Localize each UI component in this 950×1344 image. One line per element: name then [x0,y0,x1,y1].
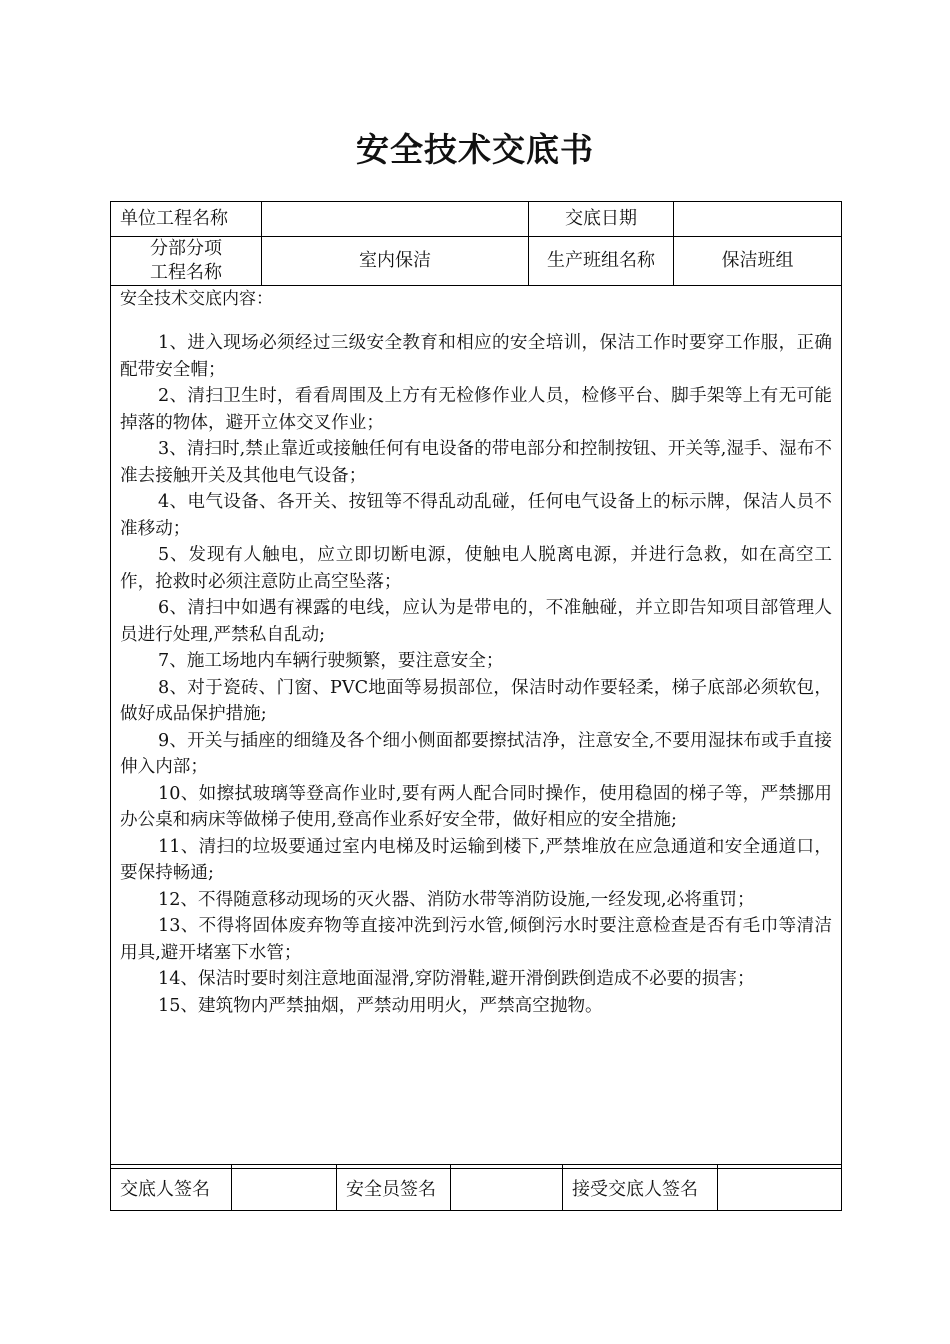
discloser-signature-field[interactable] [232,1165,337,1211]
sub-project-label [111,237,262,286]
content-item-4: 4、电气设备、各开关、按钮等不得乱动乱碰，任何电气设备上的标示牌，保洁人员不准移动； [120,492,832,539]
disclosure-table [110,201,842,1169]
disclosure-date-label: 交底日期 [529,202,674,237]
content-item-1: 1、进入现场必须经过三级安全教育和相应的安全培训，保洁工作时要穿工作服，正确配带安全帽； [120,333,832,380]
content-item-14: 14、保洁时要时刻注意地面湿滑,穿防滑鞋,避开滑倒跌倒造成不必要的损害； [158,969,755,989]
content-item-11: 11、清扫的垃圾要通过室内电梯及时运输到楼下,严禁堆放在应急通道和安全通道口，要保持畅通; [120,836,832,883]
content-item-8: 8、对于瓷砖、门窗、PVC地面等易损部位，保洁时动作要轻柔，梯子底部必须软包，做好成品保护措施; [120,677,832,724]
content-item-9: 9、开关与插座的细缝及各个细小侧面都要擦拭洁净，注意安全,不要用湿抹布或手直接伸入内部； [120,730,832,777]
disclosure-content [111,286,842,1169]
content-item-2: 2、清扫卫生时，看看周围及上方有无检修作业人员，检修平台、脚手架等上有无可能掉落的物体，避开立体交叉作业； [120,386,832,433]
content-item-5: 5、发现有人触电，应立即切断电源，使触电人脱离电源，并进行急救，如在高空工作，抢救时必须注意防止高空坠落； [120,545,832,592]
signature-table [110,1164,842,1211]
discloser-signature-label: 交底人签名 [111,1165,232,1211]
safety-officer-signature-field[interactable] [451,1165,563,1211]
unit-project-label: 单位工程名称 [111,202,262,237]
content-item-12: 12、不得随意移动现场的灭火器、消防水带等消防设施,一经发现,必将重罚； [158,889,755,910]
content-item-7: 7、施工场地内车辆行驶频繁，要注意安全； [158,651,504,671]
receiver-signature-field[interactable] [718,1165,842,1211]
content-item-3: 3、清扫时,禁止靠近或接触任何有电设备的带电部分和控制按钮、开关等,湿手、湿布不准去接触开关及其他电气设备； [120,439,832,486]
team-name-label: 生产班组名称 [529,237,674,286]
team-name-field[interactable]: 保洁班组 [674,237,842,286]
content-item-13: 13、不得将固体废弃物等直接冲洗到污水管,倾倒污水时要注意检查是否有毛巾等清洁用具,避开堵塞下水管； [120,916,832,963]
sub-project-label-line-2: 工程名称 [150,262,222,283]
content-item-6: 6、清扫中如遇有裸露的电线，应认为是带电的，不准触碰，并立即告知项目部管理人员进行处理,严禁私自乱动; [120,598,832,645]
safety-officer-signature-label: 安全员签名 [337,1165,451,1211]
content-item-10: 10、如擦拭玻璃等登高作业时,要有两人配合同时操作，使用稳固的梯子等，严禁挪用办公桌和病床等做梯子使用,登高作业系好安全带，做好相应的安全措施; [120,783,832,830]
sub-project-label-line-1: 分部分项 [150,238,222,259]
document-title: 安全技术交底书 [356,130,594,169]
content-heading: 安全技术交底内容： [120,289,273,309]
content-item-15: 15、建筑物内严禁抽烟，严禁动用明火，严禁高空抛物。 [158,995,603,1016]
unit-project-field[interactable] [262,202,529,237]
receiver-signature-label: 接受交底人签名 [563,1165,718,1211]
disclosure-date-field[interactable] [674,202,842,237]
sub-project-field[interactable]: 室内保洁 [262,237,529,286]
